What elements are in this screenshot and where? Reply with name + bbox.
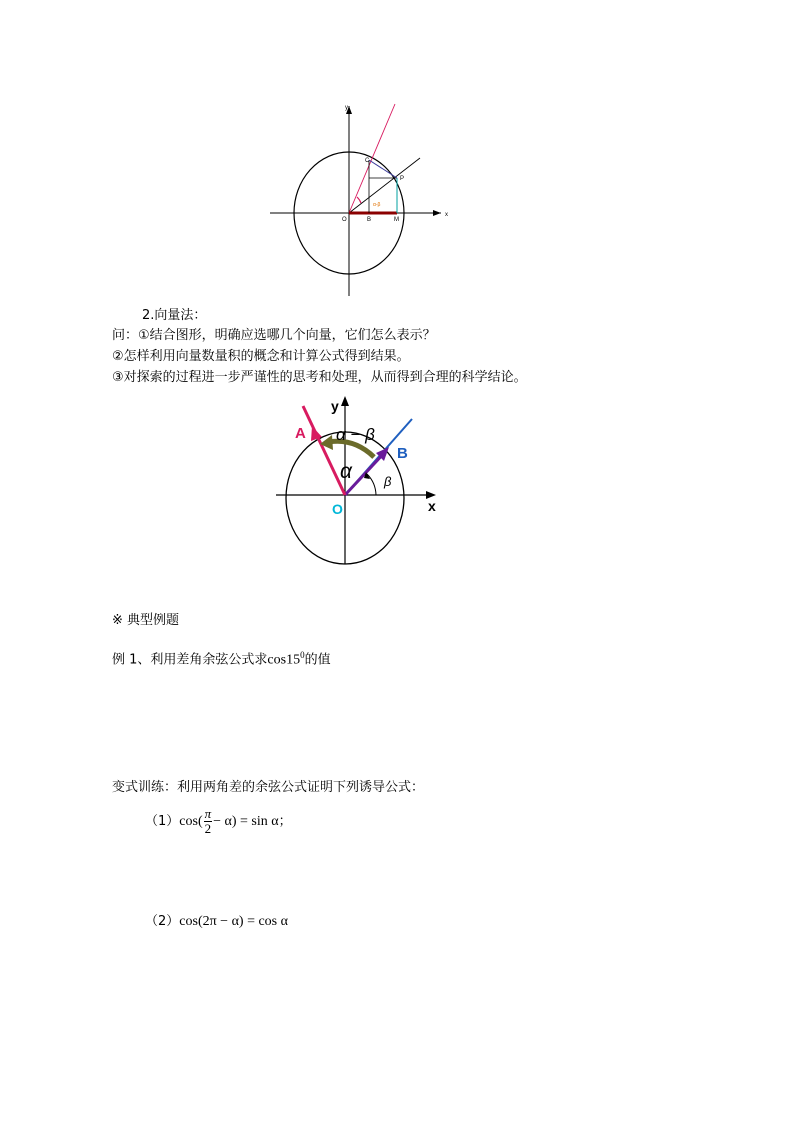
figure1-angle-label: α-β bbox=[373, 202, 381, 208]
vector-method-figure bbox=[272, 394, 447, 569]
figure2-b-label: B bbox=[397, 445, 408, 462]
vector-method-heading: 2.向量法： bbox=[142, 308, 207, 323]
figure1-origin-label: O bbox=[342, 217, 347, 223]
figure2-vector-oa bbox=[303, 406, 345, 495]
figure1-axes bbox=[270, 106, 441, 296]
figure1-angle-arc bbox=[357, 197, 361, 203]
item-1-end: ； bbox=[278, 814, 292, 829]
figure1-x-label: x bbox=[445, 212, 448, 218]
figure1-x-arrow bbox=[433, 210, 441, 216]
question-2: ②怎样利用向量数量积的概念和计算公式得到结果。 bbox=[112, 349, 410, 364]
item-1-fraction-numerator: π bbox=[204, 806, 212, 821]
item-1-number: （1） bbox=[145, 814, 180, 829]
item-1-fraction-denominator: 2 bbox=[204, 821, 212, 836]
figure1-m-label: M bbox=[394, 217, 399, 223]
example-1-suffix: 的值 bbox=[304, 652, 331, 668]
variant-item-2 bbox=[145, 912, 288, 932]
figure2-origin-label: O bbox=[332, 501, 343, 517]
figure1-y-label: y bbox=[345, 105, 348, 111]
example-1 bbox=[112, 645, 331, 670]
figure1-chord bbox=[369, 160, 397, 178]
figure2-vector-oa-head bbox=[311, 426, 322, 441]
figure1-ray-1 bbox=[349, 104, 395, 213]
item-2-number: （2） bbox=[145, 914, 180, 929]
figure2-diff-label: α − β bbox=[336, 425, 375, 444]
item-2-expression: cos(2π − α) = cos α bbox=[179, 914, 288, 929]
figure2-x-label: x bbox=[428, 498, 436, 514]
unit-circle-figure-1 bbox=[265, 100, 455, 300]
typical-examples-heading: ※ 典型例题 bbox=[112, 613, 180, 628]
figure2-a-label: A bbox=[295, 425, 306, 442]
figure2-alpha-label: α bbox=[340, 460, 352, 483]
item-1-rest: − α) = sin α bbox=[213, 814, 279, 829]
variant-training-heading: 变式训练：利用两角差的余弦公式证明下列诱导公式： bbox=[112, 780, 425, 795]
figure1-c-label: C bbox=[365, 158, 370, 164]
item-1-cos: cos( bbox=[179, 814, 203, 829]
question-1: 问：①结合图形，明确应选哪几个向量，它们怎么表示？ bbox=[112, 328, 436, 343]
example-1-expression: cos15 bbox=[267, 652, 301, 668]
figure1-p-label: P bbox=[400, 176, 405, 182]
figure2-beta-label: β bbox=[384, 474, 392, 489]
example-1-prefix: 例 1、利用差角余弦公式求 bbox=[112, 652, 268, 668]
figure2-y-arrow bbox=[341, 396, 349, 406]
variant-item-1 bbox=[145, 804, 292, 840]
figure1-b-label: B bbox=[367, 217, 372, 223]
question-3: ③对探索的过程进一步严谨性的思考和处理，从而得到合理的科学结论。 bbox=[112, 370, 527, 385]
example-1-superscript: 0 bbox=[300, 650, 305, 660]
figure2-y-label: y bbox=[331, 398, 339, 414]
